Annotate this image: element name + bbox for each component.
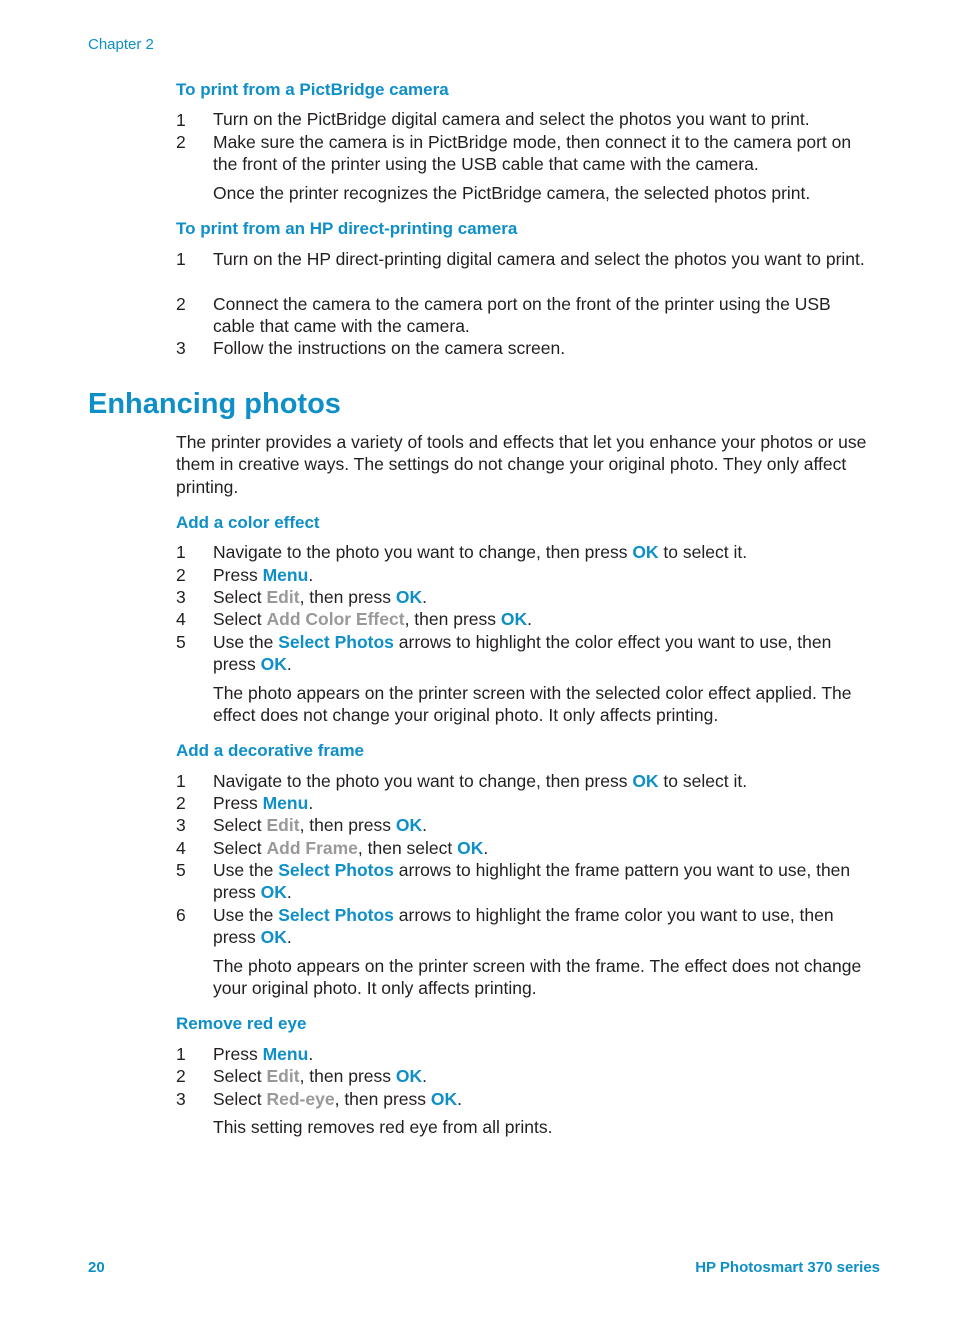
edit-menu-item-ref: Edit	[266, 1066, 300, 1086]
step-number: 2	[176, 565, 186, 585]
step-number: 2	[176, 1066, 186, 1086]
step-note: The photo appears on the printer screen with the selected color effect applied. The effect does not change your original photo. It only affects printing.	[213, 683, 852, 726]
step-text: Turn on the HP direct-printing digital camera and select the photos you want to print.	[213, 249, 865, 269]
step-number: 1	[176, 110, 186, 130]
step-text: Select Edit, then press OK.	[213, 1066, 427, 1086]
step-text: Select Red-eye, then press OK.	[213, 1089, 463, 1109]
step-number: 5	[176, 632, 186, 652]
ok-button-ref: OK	[260, 927, 287, 948]
menu-button-ref: Menu	[262, 565, 309, 585]
page-number: 20	[88, 1259, 105, 1276]
color-effect-heading: Add a color effect	[176, 513, 320, 532]
ok-button-ref: OK	[395, 815, 423, 835]
ok-button-ref: OK	[395, 587, 423, 607]
step-text: Press Menu.	[213, 793, 314, 813]
step-number: 1	[176, 542, 186, 562]
hp-direct-heading: To print from an HP direct-printing camera	[176, 219, 518, 238]
ok-button-ref: OK	[457, 838, 484, 858]
step-text: Make sure the camera is in PictBridge mode, then connect it to the camera port on the front of the printer using the USB cable that came with the camera.	[213, 132, 852, 175]
step-text: Select Edit, then press OK.	[213, 587, 427, 607]
ok-button-ref: OK	[260, 654, 287, 675]
step-note: Once the printer recognizes the PictBridge camera, the selected photos print.	[213, 183, 811, 203]
menu-button-ref: Menu	[262, 1044, 309, 1064]
add-color-effect-item-ref: Add Color Effect	[266, 609, 405, 629]
red-eye-heading: Remove red eye	[176, 1014, 307, 1033]
red-eye-item-ref: Red-eye	[266, 1089, 335, 1109]
step-note: This setting removes red eye from all prints.	[213, 1117, 553, 1137]
add-frame-item-ref: Add Frame	[266, 838, 358, 858]
step-number: 4	[176, 838, 186, 858]
ok-button-ref: OK	[260, 882, 287, 903]
select-photos-button-ref: Select Photos	[278, 905, 394, 925]
ok-button-ref: OK	[632, 771, 659, 791]
step-text: Navigate to the photo you want to change, then press OK to select it.	[213, 771, 748, 791]
step-number: 5	[176, 860, 186, 880]
step-text: Use the Select Photos arrows to highlight the frame pattern you want to use, then press OK.	[213, 860, 851, 903]
product-name: HP Photosmart 370 series	[695, 1259, 880, 1276]
step-text: Select Edit, then press OK.	[213, 815, 427, 835]
step-number: 6	[176, 905, 186, 925]
step-note: The photo appears on the printer screen with the frame. The effect does not change your original photo. It only affects printing.	[213, 956, 862, 999]
ok-button-ref: OK	[632, 542, 659, 562]
step-text: Connect the camera to the camera port on the front of the printer using the USB cable that came with the camera.	[213, 294, 831, 337]
step-text: Follow the instructions on the camera screen.	[213, 338, 566, 358]
step-text: Use the Select Photos arrows to highlight the frame color you want to use, then press OK.	[213, 905, 834, 948]
step-number: 2	[176, 793, 186, 813]
edit-menu-item-ref: Edit	[266, 815, 300, 835]
edit-menu-item-ref: Edit	[266, 587, 300, 607]
step-text: Use the Select Photos arrows to highlight the color effect you want to use, then press OK.	[213, 632, 832, 675]
select-photos-button-ref: Select Photos	[278, 632, 394, 652]
ok-button-ref: OK	[430, 1089, 458, 1109]
step-number: 3	[176, 815, 186, 835]
step-number: 3	[176, 587, 186, 607]
step-text: Press Menu.	[213, 1044, 314, 1064]
select-photos-button-ref: Select Photos	[278, 860, 394, 880]
section-intro: The printer provides a variety of tools and effects that let you enhance your photos or use them in creative ways. The settings do not change your original photo. They only affect printing.	[176, 432, 867, 497]
ok-button-ref: OK	[500, 609, 528, 629]
ok-button-ref: OK	[395, 1066, 423, 1086]
step-number: 1	[176, 249, 186, 269]
menu-button-ref: Menu	[262, 793, 309, 813]
step-number: 3	[176, 338, 186, 358]
step-number: 2	[176, 294, 186, 314]
step-text: Navigate to the photo you want to change, then press OK to select it.	[213, 542, 748, 562]
step-number: 1	[176, 1044, 186, 1064]
step-text: Select Add Frame, then select OK.	[213, 838, 489, 858]
frame-heading: Add a decorative frame	[176, 741, 365, 760]
step-text: Press Menu.	[213, 565, 314, 585]
pictbridge-heading: To print from a PictBridge camera	[176, 80, 449, 99]
step-number: 2	[176, 132, 186, 152]
step-text: Turn on the PictBridge digital camera and select the photos you want to print.	[213, 109, 810, 129]
step-number: 1	[176, 771, 186, 791]
chapter-label: Chapter 2	[88, 36, 154, 53]
step-text: Select Add Color Effect, then press OK.	[213, 609, 532, 629]
step-number: 3	[176, 1089, 186, 1109]
step-number: 4	[176, 609, 186, 629]
section-title: Enhancing photos	[88, 388, 341, 420]
